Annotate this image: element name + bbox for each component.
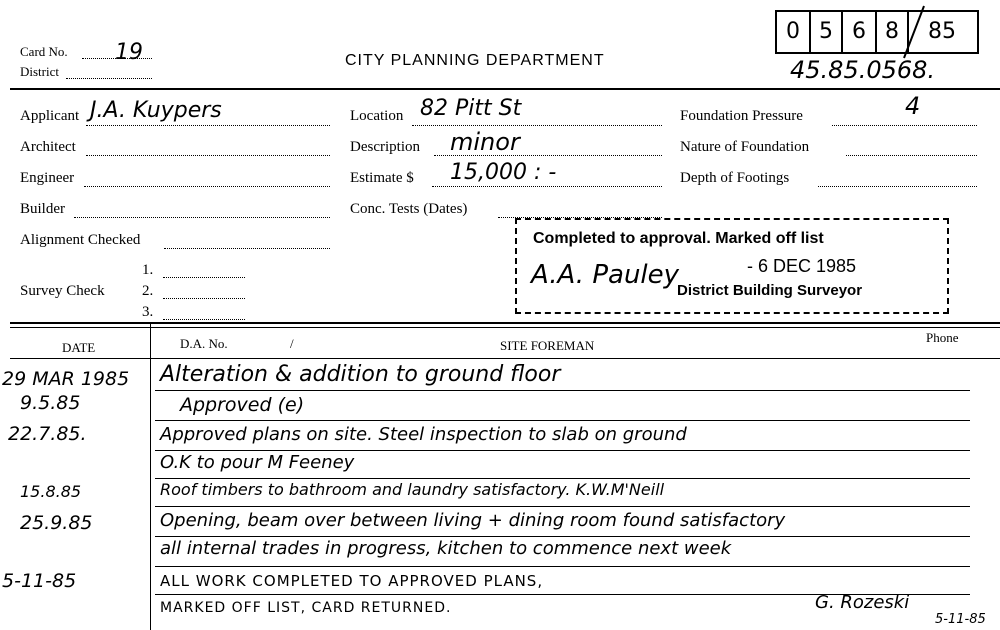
page-title: CITY PLANNING DEPARTMENT xyxy=(345,52,605,69)
foundation-pressure-label: Foundation Pressure xyxy=(680,108,803,124)
row-text: O.K to pour M Feeney xyxy=(160,452,355,473)
estimate-value: 15,000 : - xyxy=(450,160,557,185)
stamp-completed-text: Completed to approval. Marked off list xyxy=(533,230,824,247)
foundation-pressure-value: 4 xyxy=(905,92,921,120)
builder-label: Builder xyxy=(20,201,65,217)
ref-box-4: 8 xyxy=(877,12,909,52)
architect-label: Architect xyxy=(20,139,76,155)
district-label: District xyxy=(20,64,59,79)
stamp-signature: A.A. Pauley xyxy=(531,260,680,290)
survey-item-2: 2. xyxy=(142,283,154,299)
ref-box-2: 5 xyxy=(811,12,843,52)
location-value: 82 Pitt St xyxy=(420,96,522,121)
applicant-value: J.A. Kuypers xyxy=(90,98,222,123)
col-date-header: DATE xyxy=(62,340,96,355)
row-text: Roof timbers to bathroom and laundry satisfactory. K.W.M'Neill xyxy=(160,480,665,499)
col-foreman-header: SITE FOREMAN xyxy=(500,338,595,353)
reference-boxes xyxy=(775,10,979,54)
header-rule xyxy=(10,88,1000,90)
depth-of-footings-label: Depth of Footings xyxy=(680,170,790,186)
table-header-rule xyxy=(10,358,1000,359)
ref-box-3: 6 xyxy=(843,12,877,52)
survey-check-label: Survey Check xyxy=(20,283,105,299)
col-da-separator: / xyxy=(290,336,294,351)
row-text: Alteration & addition to ground floor xyxy=(160,362,561,387)
approval-stamp xyxy=(515,218,949,314)
row-text: Opening, beam over between living + dining room found satisfactory xyxy=(160,510,786,531)
ref-box-1: 0 xyxy=(777,12,811,52)
col-phone-header: Phone xyxy=(926,330,959,345)
survey-item-1: 1. xyxy=(142,262,154,278)
row-text: all internal trades in progress, kitchen to commence next week xyxy=(160,538,732,559)
row-date: 29 MAR 1985 xyxy=(2,368,130,390)
nature-of-foundation-label: Nature of Foundation xyxy=(680,139,810,155)
description-label: Description xyxy=(350,139,420,155)
row-text: Approved plans on site. Steel inspection to slab on ground xyxy=(160,424,687,445)
ref-box-5: 85 xyxy=(928,19,956,44)
estimate-label: Estimate $ xyxy=(350,170,414,186)
engineer-label: Engineer xyxy=(20,170,75,186)
alignment-checked-label: Alignment Checked xyxy=(20,232,141,248)
col-da-header: D.A. No. xyxy=(180,336,228,351)
applicant-label: Applicant xyxy=(20,108,80,124)
location-label: Location xyxy=(350,108,404,124)
row-text: ALL WORK COMPLETED TO APPROVED PLANS, xyxy=(160,572,544,590)
reference-number: 45.85.0568. xyxy=(790,56,936,84)
ref-slash-mark xyxy=(890,4,930,60)
final-signature: G. Rozeski xyxy=(815,592,910,613)
final-signature-date: 5-11-85 xyxy=(935,612,986,627)
survey-item-3: 3. xyxy=(142,304,154,320)
card-no-label: Card No. xyxy=(20,44,68,59)
card-no-value: 19 xyxy=(115,40,143,65)
stamp-date: - 6 DEC 1985 xyxy=(747,256,857,276)
description-value: minor xyxy=(450,128,520,156)
conc-tests-label: Conc. Tests (Dates) xyxy=(350,201,468,217)
row-text: MARKED OFF LIST, CARD RETURNED. xyxy=(160,600,452,616)
stamp-surveyor-text: District Building Surveyor xyxy=(677,282,863,299)
row-date: 22.7.85. xyxy=(8,423,87,445)
row-date: 5-11-85 xyxy=(2,570,77,592)
row-date: 15.8.85 xyxy=(20,482,82,501)
row-text: Approved (e) xyxy=(180,394,305,416)
row-date: 9.5.85 xyxy=(20,392,81,414)
row-date: 25.9.85 xyxy=(20,512,93,534)
table-top-rule xyxy=(10,322,1000,324)
